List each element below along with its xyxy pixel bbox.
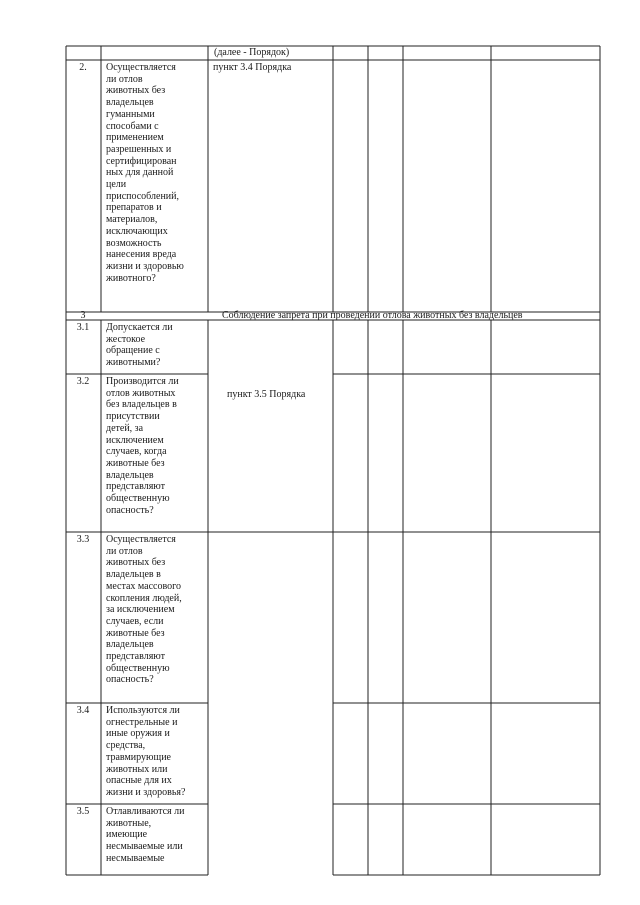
row-number: 3.1: [76, 322, 90, 333]
question-text: Используются ли огнестрельные и иные оружия и средства, травмирующие животных или опасные для их жизни и здоровья?: [106, 705, 186, 798]
row-number: 3.5: [76, 806, 90, 817]
question-text: Отлавливаются ли животные, имеющие несмываемые или несмываемые: [106, 806, 185, 864]
section-number: 3: [80, 310, 86, 321]
question-text: Осуществляется ли отлов животных без владельцев гуманными способами с применением разрешенных и сертифицирован ных для данной цели приспособлений, препаратов и материалов, исключающих возможность нанесения вреда жизни и здоровью животного?: [106, 62, 184, 284]
question-text: Допускается ли жестокое обращение с животными?: [106, 322, 173, 369]
question-text: Производится ли отлов животных без владельцев в присутствии детей, за исключением случаев, когда животные без владельцев представляют общественную опасность?: [106, 376, 179, 516]
reference-continuation: (далее - Порядок): [214, 47, 290, 58]
section-title: Соблюдение запрета при проведении отлова животных без владельцев: [222, 310, 523, 321]
row-number: 3.4: [76, 705, 90, 716]
regulation-reference: пункт 3.5 Порядка: [227, 389, 306, 400]
row-number: 2.: [79, 62, 87, 73]
regulation-reference: пункт 3.4 Порядка: [213, 62, 292, 73]
question-text: Осуществляется ли отлов животных без владельцев в местах массового скопления людей, за исключением случаев, если животные без владельцев представляют общественную опасность?: [106, 534, 182, 686]
row-number: 3.3: [76, 534, 90, 545]
row-number: 3.2: [76, 376, 90, 387]
